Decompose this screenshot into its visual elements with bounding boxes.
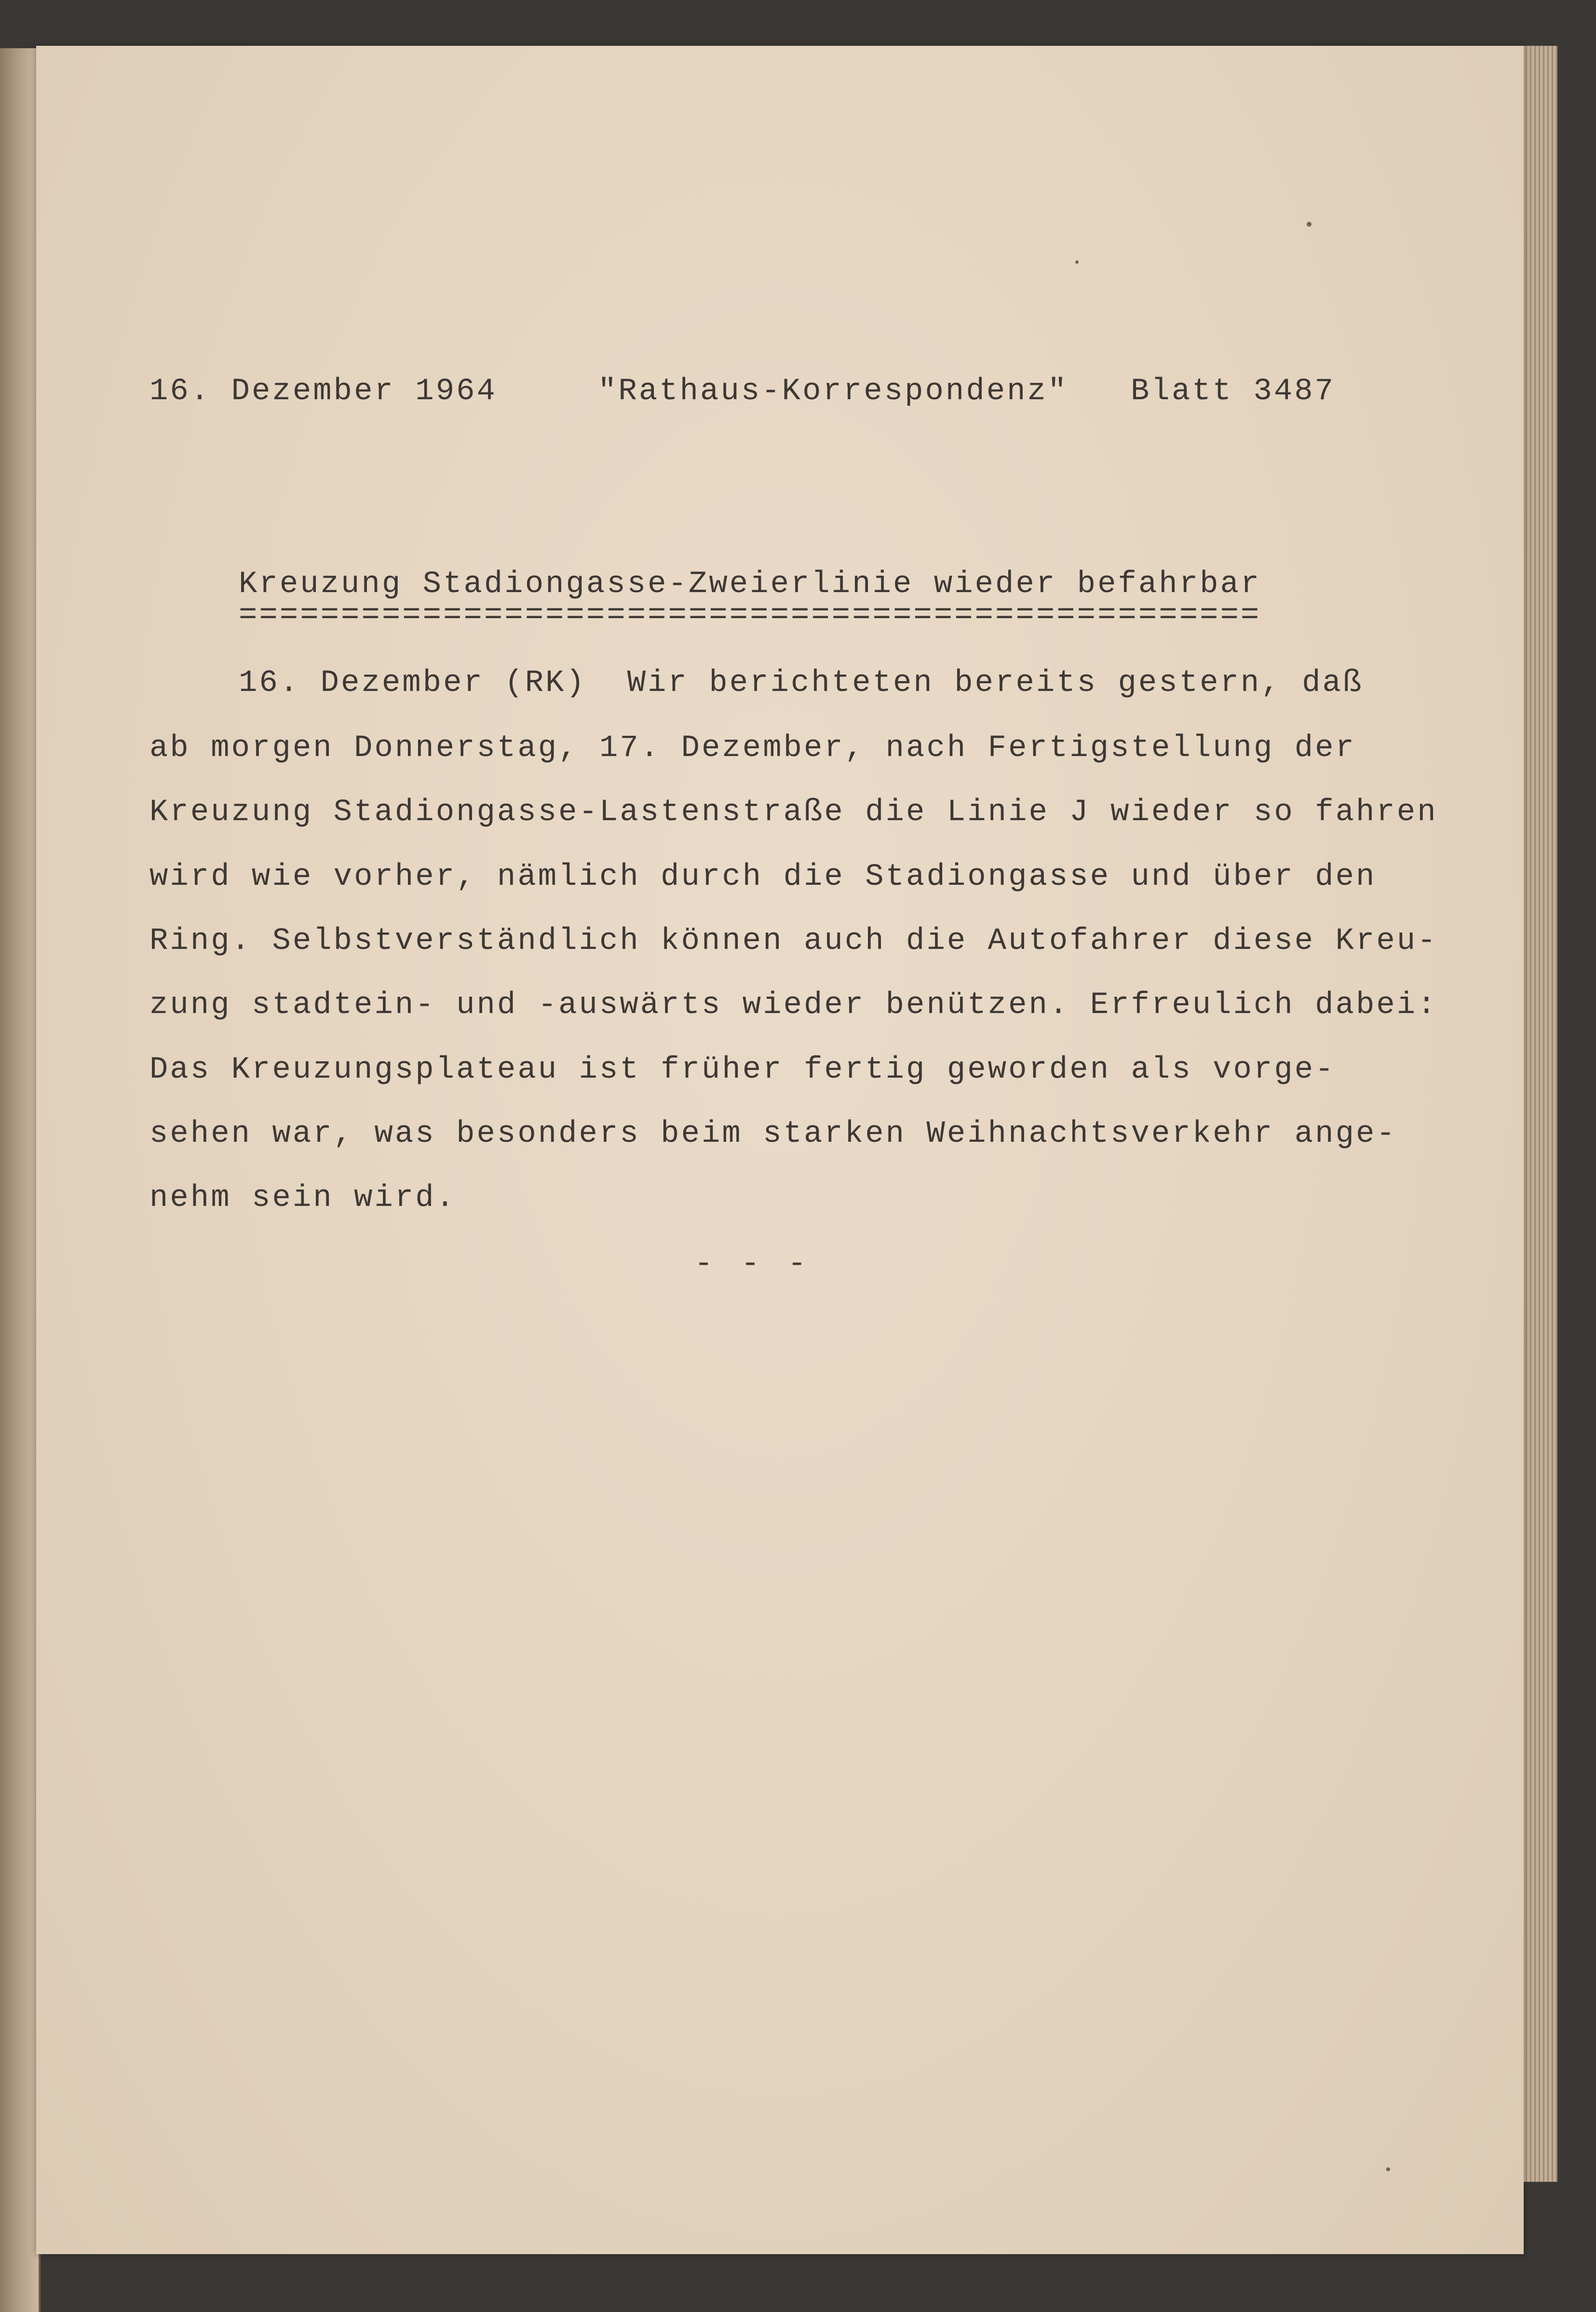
body-line: Ring. Selbstverständlich können auch die Autofahrer diese Kreu- [149,924,1438,959]
body-line: sehen war, was besonders beim starken Weihnachtsverkehr ange- [149,1117,1397,1151]
article-title: Kreuzung Stadiongasse-Zweierlinie wieder befahrbar [239,567,1261,602]
body-line: Kreuzung Stadiongasse-Lastenstraße die Linie J wieder so fahren [149,795,1438,830]
body-line: Das Kreuzungsplateau ist früher fertig geworden als vorge- [149,1053,1336,1087]
body-line: zung stadtein- und -auswärts wieder benützen. Erfreulich dabei: [149,988,1438,1023]
body-line: ab morgen Donnerstag, 17. Dezember, nach Fertigstellung der [149,731,1356,766]
paper-speck [1386,2167,1390,2171]
header-publication: "Rathaus-Korrespondenz" [598,374,1069,409]
end-mark: - - - [694,1247,812,1282]
body-line: nehm sein wird. [149,1181,457,1216]
body-line: wird wie vorher, nämlich durch die Stadiongasse und über den [149,860,1377,894]
paper-speck [1307,222,1312,227]
paper-speck [1075,260,1079,264]
title-underline: ================================================== [239,598,1261,633]
left-page-edge [0,48,41,2312]
document-page [36,46,1524,2254]
header-sheet: Blatt 3487 [1131,374,1336,409]
header-date: 16. Dezember 1964 [149,374,497,409]
body-line: 16. Dezember (RK) Wir berichteten bereits gestern, daß [239,666,1364,701]
